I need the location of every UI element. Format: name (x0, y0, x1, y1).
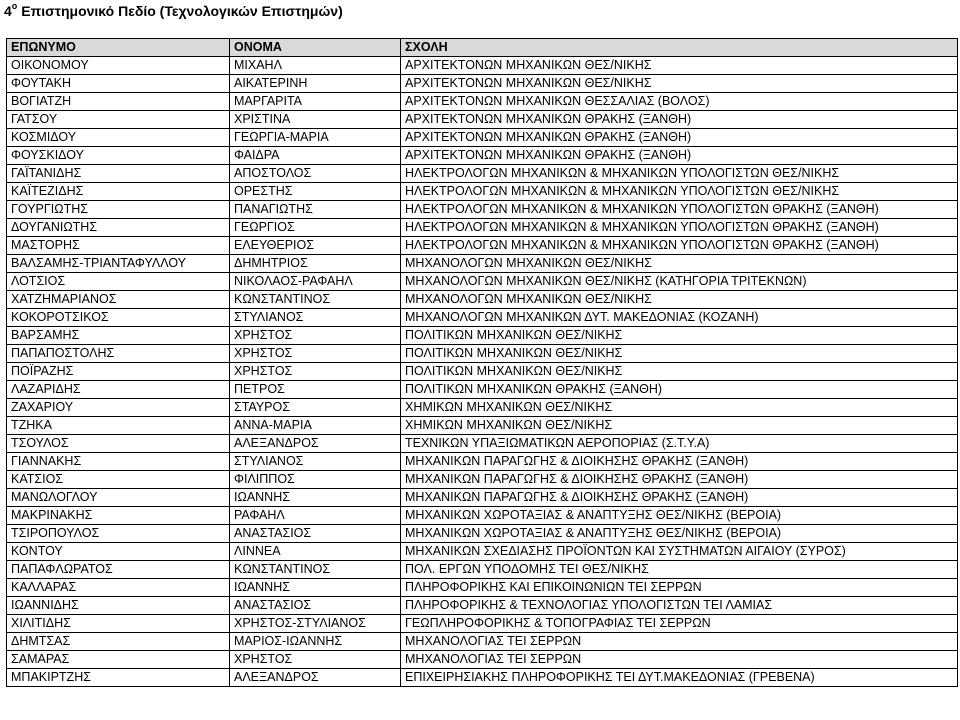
table-row (7, 669, 958, 687)
cell-name: ΣΤΥΛΙΑΝΟΣ (230, 453, 401, 471)
page-heading (4, 2, 343, 20)
table-row (7, 255, 958, 273)
table-row (7, 219, 958, 237)
table-row (7, 183, 958, 201)
cell-name: ΓΕΩΡΓΙΟΣ (230, 219, 401, 237)
column-header-surname: ΕΠΩΝΥΜΟ (7, 39, 230, 57)
table-row (7, 597, 958, 615)
cell-name: ΧΡΙΣΤΙΝΑ (230, 111, 401, 129)
table-row (7, 561, 958, 579)
cell-school: ΠΟΛ. ΕΡΓΩΝ ΥΠΟΔΟΜΗΣ ΤΕΙ ΘΕΣ/ΝΙΚΗΣ (401, 561, 958, 579)
table-row (7, 453, 958, 471)
table-row (7, 327, 958, 345)
table-row (7, 309, 958, 327)
table-row (7, 345, 958, 363)
cell-school: ΑΡΧΙΤΕΚΤΟΝΩΝ ΜΗΧΑΝΙΚΩΝ ΘΕΣ/ΝΙΚΗΣ (401, 75, 958, 93)
cell-surname: ΚΟΣΜΙΔΟΥ (7, 129, 230, 147)
cell-surname: ΤΣΟΥΛΟΣ (7, 435, 230, 453)
cell-name: ΜΑΡΓΑΡΙΤΑ (230, 93, 401, 111)
cell-surname: ΜΑΚΡΙΝΑΚΗΣ (7, 507, 230, 525)
table-row (7, 651, 958, 669)
cell-surname: ΔΗΜΤΣΑΣ (7, 633, 230, 651)
cell-school: ΜΗΧΑΝΙΚΩΝ ΠΑΡΑΓΩΓΗΣ & ΔΙΟΙΚΗΣΗΣ ΘΡΑΚΗΣ (ΞΑΝΘΗ) (401, 489, 958, 507)
cell-surname: ΓΑΤΣΟΥ (7, 111, 230, 129)
table-row (7, 579, 958, 597)
table-row (7, 633, 958, 651)
cell-name: ΑΛΕΞΑΝΔΡΟΣ (230, 435, 401, 453)
cell-school: ΑΡΧΙΤΕΚΤΟΝΩΝ ΜΗΧΑΝΙΚΩΝ ΘΡΑΚΗΣ (ΞΑΝΘΗ) (401, 111, 958, 129)
table-row (7, 201, 958, 219)
cell-school: ΧΗΜΙΚΩΝ ΜΗΧΑΝΙΚΩΝ ΘΕΣ/ΝΙΚΗΣ (401, 399, 958, 417)
cell-school: ΜΗΧΑΝΟΛΟΓΩΝ ΜΗΧΑΝΙΚΩΝ ΘΕΣ/ΝΙΚΗΣ (401, 291, 958, 309)
cell-school: ΗΛΕΚΤΡΟΛΟΓΩΝ ΜΗΧΑΝΙΚΩΝ & ΜΗΧΑΝΙΚΩΝ ΥΠΟΛΟΓΙΣΤΩΝ ΘΕΣ/ΝΙΚΗΣ (401, 165, 958, 183)
table-row (7, 399, 958, 417)
cell-school: ΗΛΕΚΤΡΟΛΟΓΩΝ ΜΗΧΑΝΙΚΩΝ & ΜΗΧΑΝΙΚΩΝ ΥΠΟΛΟΓΙΣΤΩΝ ΘΡΑΚΗΣ (ΞΑΝΘΗ) (401, 219, 958, 237)
table-row (7, 111, 958, 129)
cell-school: ΜΗΧΑΝΟΛΟΓΩΝ ΜΗΧΑΝΙΚΩΝ ΘΕΣ/ΝΙΚΗΣ (ΚΑΤΗΓΟΡΙΑ ΤΡΙΤΕΚΝΩΝ) (401, 273, 958, 291)
candidates-table (6, 38, 958, 687)
cell-school: ΗΛΕΚΤΡΟΛΟΓΩΝ ΜΗΧΑΝΙΚΩΝ & ΜΗΧΑΝΙΚΩΝ ΥΠΟΛΟΓΙΣΤΩΝ ΘΡΑΚΗΣ (ΞΑΝΘΗ) (401, 237, 958, 255)
cell-surname: ΚΑΛΛΑΡΑΣ (7, 579, 230, 597)
cell-school: ΜΗΧΑΝΙΚΩΝ ΧΩΡΟΤΑΞΙΑΣ & ΑΝΑΠΤΥΞΗΣ ΘΕΣ/ΝΙΚΗΣ (ΒΕΡΟΙΑ) (401, 525, 958, 543)
table-row (7, 129, 958, 147)
cell-surname: ΓΙΑΝΝΑΚΗΣ (7, 453, 230, 471)
cell-school: ΜΗΧΑΝΙΚΩΝ ΧΩΡΟΤΑΞΙΑΣ & ΑΝΑΠΤΥΞΗΣ ΘΕΣ/ΝΙΚΗΣ (ΒΕΡΟΙΑ) (401, 507, 958, 525)
cell-name: ΦΙΛΙΠΠΟΣ (230, 471, 401, 489)
table-row (7, 147, 958, 165)
cell-name: ΑΝΝΑ-ΜΑΡΙΑ (230, 417, 401, 435)
table-row (7, 93, 958, 111)
cell-school: ΠΟΛΙΤΙΚΩΝ ΜΗΧΑΝΙΚΩΝ ΘΡΑΚΗΣ (ΞΑΝΘΗ) (401, 381, 958, 399)
table-row (7, 507, 958, 525)
table-row (7, 273, 958, 291)
table-row (7, 291, 958, 309)
cell-surname: ΤΖΗΚΑ (7, 417, 230, 435)
cell-surname: ΒΑΛΣΑΜΗΣ-ΤΡΙΑΝΤΑΦΥΛΛΟΥ (7, 255, 230, 273)
cell-surname: ΟΙΚΟΝΟΜΟΥ (7, 57, 230, 75)
cell-name: ΠΑΝΑΓΙΩΤΗΣ (230, 201, 401, 219)
table-row (7, 363, 958, 381)
cell-school: ΜΗΧΑΝΟΛΟΓΩΝ ΜΗΧΑΝΙΚΩΝ ΘΕΣ/ΝΙΚΗΣ (401, 255, 958, 273)
table-row (7, 75, 958, 93)
cell-school: ΜΗΧΑΝΙΚΩΝ ΠΑΡΑΓΩΓΗΣ & ΔΙΟΙΚΗΣΗΣ ΘΡΑΚΗΣ (ΞΑΝΘΗ) (401, 471, 958, 489)
cell-surname: ΚΑΪΤΕΖΙΔΗΣ (7, 183, 230, 201)
cell-surname: ΖΑΧΑΡΙΟΥ (7, 399, 230, 417)
table-row (7, 237, 958, 255)
cell-surname: ΒΑΡΣΑΜΗΣ (7, 327, 230, 345)
cell-name: ΠΕΤΡΟΣ (230, 381, 401, 399)
table-body (7, 57, 958, 687)
cell-surname: ΦΟΥΣΚΙΔΟΥ (7, 147, 230, 165)
cell-surname: ΛΑΖΑΡΙΔΗΣ (7, 381, 230, 399)
cell-school: ΜΗΧΑΝΙΚΩΝ ΠΑΡΑΓΩΓΗΣ & ΔΙΟΙΚΗΣΗΣ ΘΡΑΚΗΣ (ΞΑΝΘΗ) (401, 453, 958, 471)
table-row (7, 381, 958, 399)
cell-name: ΛΙΝΝΕΑ (230, 543, 401, 561)
cell-school: ΜΗΧΑΝΟΛΟΓΩΝ ΜΗΧΑΝΙΚΩΝ ΔΥΤ. ΜΑΚΕΔΟΝΙΑΣ (ΚΟΖΑΝΗ) (401, 309, 958, 327)
cell-school: ΧΗΜΙΚΩΝ ΜΗΧΑΝΙΚΩΝ ΘΕΣ/ΝΙΚΗΣ (401, 417, 958, 435)
cell-name: ΟΡΕΣΤΗΣ (230, 183, 401, 201)
cell-school: ΑΡΧΙΤΕΚΤΟΝΩΝ ΜΗΧΑΝΙΚΩΝ ΘΕΣ/ΝΙΚΗΣ (401, 57, 958, 75)
cell-surname: ΜΑΝΩΛΟΓΛΟΥ (7, 489, 230, 507)
table-row (7, 435, 958, 453)
cell-school: ΜΗΧΑΝΟΛΟΓΙΑΣ ΤΕΙ ΣΕΡΡΩΝ (401, 633, 958, 651)
cell-surname: ΚΟΚΟΡΟΤΣΙΚΟΣ (7, 309, 230, 327)
cell-school: ΑΡΧΙΤΕΚΤΟΝΩΝ ΜΗΧΑΝΙΚΩΝ ΘΡΑΚΗΣ (ΞΑΝΘΗ) (401, 129, 958, 147)
cell-surname: ΚΑΤΣΙΟΣ (7, 471, 230, 489)
cell-school: ΠΟΛΙΤΙΚΩΝ ΜΗΧΑΝΙΚΩΝ ΘΕΣ/ΝΙΚΗΣ (401, 345, 958, 363)
cell-name: ΑΛΕΞΑΝΔΡΟΣ (230, 669, 401, 687)
cell-school: ΑΡΧΙΤΕΚΤΟΝΩΝ ΜΗΧΑΝΙΚΩΝ ΘΡΑΚΗΣ (ΞΑΝΘΗ) (401, 147, 958, 165)
cell-surname: ΓΟΥΡΓΙΩΤΗΣ (7, 201, 230, 219)
cell-name: ΝΙΚΟΛΑΟΣ-ΡΑΦΑΗΛ (230, 273, 401, 291)
cell-school: ΠΟΛΙΤΙΚΩΝ ΜΗΧΑΝΙΚΩΝ ΘΕΣ/ΝΙΚΗΣ (401, 363, 958, 381)
cell-school: ΕΠΙΧΕΙΡΗΣΙΑΚΗΣ ΠΛΗΡΟΦΟΡΙΚΗΣ ΤΕΙ ΔΥΤ.ΜΑΚΕΔΟΝΙΑΣ (ΓΡΕΒΕΝΑ) (401, 669, 958, 687)
table-row (7, 543, 958, 561)
cell-surname: ΠΑΠΑΦΛΩΡΑΤΟΣ (7, 561, 230, 579)
heading-title: Επιστημονικό Πεδίο (Τεχνολογικών Επιστημών) (21, 3, 343, 19)
cell-name: ΧΡΗΣΤΟΣ (230, 327, 401, 345)
cell-name: ΑΝΑΣΤΑΣΙΟΣ (230, 597, 401, 615)
cell-name: ΙΩΑΝΝΗΣ (230, 489, 401, 507)
cell-name: ΧΡΗΣΤΟΣ (230, 345, 401, 363)
cell-surname: ΠΑΠΑΠΟΣΤΟΛΗΣ (7, 345, 230, 363)
cell-name: ΣΤΥΛΙΑΝΟΣ (230, 309, 401, 327)
table-row (7, 57, 958, 75)
table-row (7, 417, 958, 435)
cell-school: ΗΛΕΚΤΡΟΛΟΓΩΝ ΜΗΧΑΝΙΚΩΝ & ΜΗΧΑΝΙΚΩΝ ΥΠΟΛΟΓΙΣΤΩΝ ΘΡΑΚΗΣ (ΞΑΝΘΗ) (401, 201, 958, 219)
cell-name: ΜΑΡΙΟΣ-ΙΩΑΝΝΗΣ (230, 633, 401, 651)
cell-name: ΚΩΝΣΤΑΝΤΙΝΟΣ (230, 561, 401, 579)
cell-school: ΓΕΩΠΛΗΡΟΦΟΡΙΚΗΣ & ΤΟΠΟΓΡΑΦΙΑΣ ΤΕΙ ΣΕΡΡΩΝ (401, 615, 958, 633)
table-row (7, 525, 958, 543)
cell-name: ΚΩΝΣΤΑΝΤΙΝΟΣ (230, 291, 401, 309)
column-header-school: ΣΧΟΛΗ (401, 39, 958, 57)
cell-name: ΔΗΜΗΤΡΙΟΣ (230, 255, 401, 273)
cell-name: ΦΑΙΔΡΑ (230, 147, 401, 165)
table-row (7, 165, 958, 183)
cell-school: ΜΗΧΑΝΙΚΩΝ ΣΧΕΔΙΑΣΗΣ ΠΡΟΪΟΝΤΩΝ ΚΑΙ ΣΥΣΤΗΜΑΤΩΝ ΑΙΓΑΙΟΥ (ΣΥΡΟΣ) (401, 543, 958, 561)
cell-name: ΑΠΟΣΤΟΛΟΣ (230, 165, 401, 183)
cell-surname: ΛΟΤΣΙΟΣ (7, 273, 230, 291)
table-header-row (7, 39, 958, 57)
table-row (7, 615, 958, 633)
cell-name: ΑΝΑΣΤΑΣΙΟΣ (230, 525, 401, 543)
cell-surname: ΣΑΜΑΡΑΣ (7, 651, 230, 669)
cell-school: ΤΕΧΝΙΚΩΝ ΥΠΑΞΙΩΜΑΤΙΚΩΝ ΑΕΡΟΠΟΡΙΑΣ (Σ.Τ.Υ.Α) (401, 435, 958, 453)
column-header-name: ΟΝΟΜΑ (230, 39, 401, 57)
cell-surname: ΧΑΤΖΗΜΑΡΙΑΝΟΣ (7, 291, 230, 309)
cell-school: ΠΛΗΡΟΦΟΡΙΚΗΣ ΚΑΙ ΕΠΙΚΟΙΝΩΝΙΩΝ ΤΕΙ ΣΕΡΡΩΝ (401, 579, 958, 597)
cell-surname: ΤΣΙΡΟΠΟΥΛΟΣ (7, 525, 230, 543)
cell-surname: ΔΟΥΓΑΝΙΩΤΗΣ (7, 219, 230, 237)
cell-school: ΑΡΧΙΤΕΚΤΟΝΩΝ ΜΗΧΑΝΙΚΩΝ ΘΕΣΣΑΛΙΑΣ (ΒΟΛΟΣ) (401, 93, 958, 111)
cell-surname: ΓΑΪΤΑΝΙΔΗΣ (7, 165, 230, 183)
cell-surname: ΜΑΣΤΟΡΗΣ (7, 237, 230, 255)
cell-name: ΕΛΕΥΘΕΡΙΟΣ (230, 237, 401, 255)
cell-surname: ΠΟΪΡΑΖΗΣ (7, 363, 230, 381)
cell-name: ΧΡΗΣΤΟΣ (230, 363, 401, 381)
cell-name: ΜΙΧΑΗΛ (230, 57, 401, 75)
cell-name: ΧΡΗΣΤΟΣ (230, 651, 401, 669)
cell-name: ΓΕΩΡΓΙΑ-ΜΑΡΙΑ (230, 129, 401, 147)
heading-ordinal-suffix: ο (11, 1, 18, 12)
cell-surname: ΚΟΝΤΟΥ (7, 543, 230, 561)
cell-name: ΣΤΑΥΡΟΣ (230, 399, 401, 417)
table-row (7, 489, 958, 507)
cell-school: ΗΛΕΚΤΡΟΛΟΓΩΝ ΜΗΧΑΝΙΚΩΝ & ΜΗΧΑΝΙΚΩΝ ΥΠΟΛΟΓΙΣΤΩΝ ΘΕΣ/ΝΙΚΗΣ (401, 183, 958, 201)
cell-surname: ΙΩΑΝΝΙΔΗΣ (7, 597, 230, 615)
cell-school: ΠΟΛΙΤΙΚΩΝ ΜΗΧΑΝΙΚΩΝ ΘΕΣ/ΝΙΚΗΣ (401, 327, 958, 345)
cell-name: ΧΡΗΣΤΟΣ-ΣΤΥΛΙΑΝΟΣ (230, 615, 401, 633)
cell-surname: ΜΠΑΚΙΡΤΖΗΣ (7, 669, 230, 687)
cell-school: ΠΛΗΡΟΦΟΡΙΚΗΣ & ΤΕΧΝΟΛΟΓΙΑΣ ΥΠΟΛΟΓΙΣΤΩΝ ΤΕΙ ΛΑΜΙΑΣ (401, 597, 958, 615)
cell-name: ΡΑΦΑΗΛ (230, 507, 401, 525)
cell-school: ΜΗΧΑΝΟΛΟΓΙΑΣ ΤΕΙ ΣΕΡΡΩΝ (401, 651, 958, 669)
cell-surname: ΒΟΓΙΑΤΖΗ (7, 93, 230, 111)
cell-surname: ΧΙΛΙΤΙΔΗΣ (7, 615, 230, 633)
heading-ordinal: 4 (4, 3, 12, 19)
cell-name: ΑΙΚΑΤΕΡΙΝΗ (230, 75, 401, 93)
cell-name: ΙΩΑΝΝΗΣ (230, 579, 401, 597)
cell-surname: ΦΟΥΤΑΚΗ (7, 75, 230, 93)
table-row (7, 471, 958, 489)
